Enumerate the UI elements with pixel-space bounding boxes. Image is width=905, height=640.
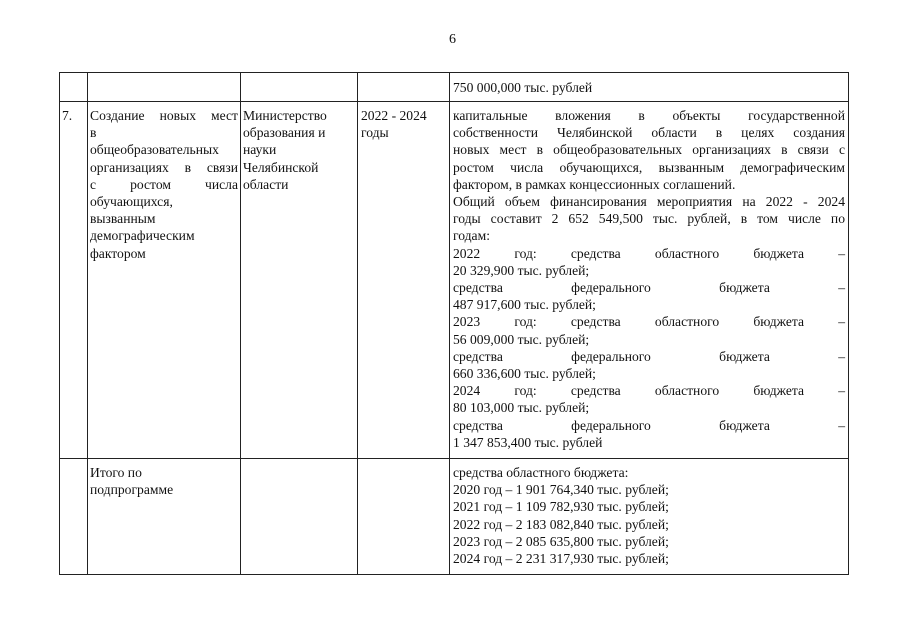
description-line: средства федерального бюджета – <box>453 348 845 364</box>
total-funding-line: 2023 год – 2 085 635,800 тыс. рублей; <box>453 533 669 549</box>
table-rule <box>59 72 849 73</box>
total-funding <box>453 464 845 567</box>
table-rule <box>240 72 241 575</box>
measure-description <box>453 107 845 451</box>
period-line: годы <box>361 125 389 141</box>
description-line: собственности Челябинской области в целях создания <box>453 125 845 141</box>
description-line: годы составит 2 652 549,500 тыс. рублей, в том числе по <box>453 211 845 227</box>
table-rule <box>87 72 88 575</box>
page-number: 6 <box>449 32 456 47</box>
description-line: капитальные вложения в объекты государственной <box>453 108 845 123</box>
description-line: ростом числа обучающихся, вызванным демографическим <box>453 159 845 175</box>
measure-name-line: общеобразовательных <box>90 142 219 158</box>
measure-name-line: обучающихся, <box>90 194 173 210</box>
executor-line: Челябинской <box>243 159 319 175</box>
table-rule <box>848 72 849 575</box>
description-line: 2024 год: средства областного бюджета – <box>453 383 845 399</box>
carryover-amount: 750 000,000 тыс. рублей <box>453 80 593 95</box>
description-line: 660 336,600 тыс. рублей; <box>453 366 596 382</box>
description-line: годам: <box>453 228 490 244</box>
row-number: 7. <box>62 108 73 123</box>
executor-line: области <box>243 176 289 192</box>
measure-name-line: в <box>90 125 97 141</box>
total-label-line: подпрограмме <box>90 482 174 498</box>
measure-name-line: организациях в связи <box>90 159 238 175</box>
table-rule <box>357 72 358 575</box>
period-line: 2022 - 2024 <box>361 108 427 123</box>
measure-name-line: вызванным <box>90 211 156 227</box>
measure-name-line: фактором <box>90 245 146 261</box>
measure-name <box>90 107 238 262</box>
table-rule <box>59 72 60 575</box>
table-rule <box>59 574 849 575</box>
description-line: фактором, в рамках концессионных соглашений. <box>453 176 736 192</box>
measure-name-line: демографическим <box>90 228 195 244</box>
total-funding-line: 2021 год – 1 109 782,930 тыс. рублей; <box>453 499 669 515</box>
description-line: 20 329,900 тыс. рублей; <box>453 262 590 278</box>
executor-line: образования и <box>243 125 326 141</box>
description-line: средства федерального бюджета – <box>453 280 845 296</box>
description-line: Общий объем финансирования мероприятия на 2022 - 2024 <box>453 194 845 210</box>
executor-line: Министерство <box>243 108 327 123</box>
total-label <box>90 464 238 498</box>
measure-name-line: с ростом числа <box>90 176 238 192</box>
total-funding-line: 2024 год – 2 231 317,930 тыс. рублей; <box>453 551 669 567</box>
total-funding-line: 2020 год – 1 901 764,340 тыс. рублей; <box>453 482 669 498</box>
description-line: новых мест в общеобразовательных организациях в связи с <box>453 142 845 158</box>
description-line: средства федерального бюджета – <box>453 417 845 433</box>
executor <box>243 107 355 193</box>
table-rule <box>449 72 450 575</box>
description-line: 56 009,000 тыс. рублей; <box>453 331 590 347</box>
table-rule <box>59 458 849 459</box>
total-funding-line: 2022 год – 2 183 082,840 тыс. рублей; <box>453 516 669 532</box>
total-funding-line: средства областного бюджета: <box>453 465 629 480</box>
table-rule <box>59 101 849 102</box>
executor-line: науки <box>243 142 277 158</box>
description-line: 80 103,000 тыс. рублей; <box>453 400 590 416</box>
measure-name-line: Создание новых мест <box>90 108 238 123</box>
period <box>361 107 447 141</box>
description-line: 1 347 853,400 тыс. рублей <box>453 434 603 450</box>
total-label-line: Итого по <box>90 465 142 480</box>
description-line: 2022 год: средства областного бюджета – <box>453 245 845 261</box>
description-line: 2023 год: средства областного бюджета – <box>453 314 845 330</box>
description-line: 487 917,600 тыс. рублей; <box>453 297 596 313</box>
